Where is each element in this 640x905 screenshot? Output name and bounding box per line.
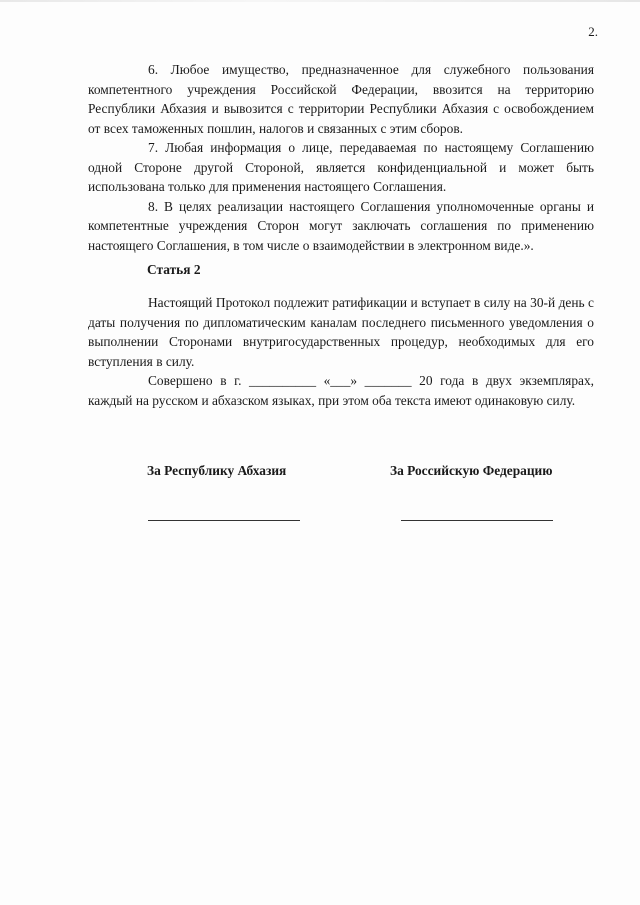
clause-7: 7. Любая информация о лице, передаваемая по настоящему Соглашению одной Стороне другой Стороной, является конфиденциальной и может быть использована только для применения настоящего Соглашения. [88, 140, 594, 194]
article-paragraph-done-at: Совершено в г. __________ «___» _______ 20 года в двух экземплярах, каждый на русском и абхазском языках, при этом оба текста имеют одинаковую силу. [88, 373, 594, 408]
article-paragraph-ratification: Настоящий Протокол подлежит ратификации и вступает в силу на 30-й день с даты получения по дипломатическим каналам последнего письменного уведомления о выполнении Сторонами внутригосударственных процедур, необходимых для его вступления в силу. [88, 295, 594, 369]
signature-line-abkhazia [148, 520, 300, 521]
article-body [88, 293, 594, 410]
clause-8: 8. В целях реализации настоящего Соглашения уполномоченные органы и компетентные учреждения Сторон могут заключать соглашения по применению настоящего Соглашения, в том числе о взаимодействии в электронном виде.». [88, 198, 594, 253]
clauses-block [88, 60, 594, 255]
page-number: 2. [588, 24, 598, 39]
signature-label-russia: За Российскую Федерацию [390, 463, 553, 478]
article-heading: Статья 2 [147, 262, 201, 277]
scan-edge [0, 0, 640, 2]
signature-label-abkhazia: За Республику Абхазия [147, 463, 287, 478]
clause-6: 6. Любое имущество, предназначенное для служебного пользования компетентного учреждения Российской Федерации, ввозится на территорию Республики Абхазия и вывозится с территории Республики Абхазия с освобождением от всех таможенных пошлин, налогов и связанных с этим сборов. [88, 62, 594, 136]
signature-line-russia [401, 520, 553, 521]
